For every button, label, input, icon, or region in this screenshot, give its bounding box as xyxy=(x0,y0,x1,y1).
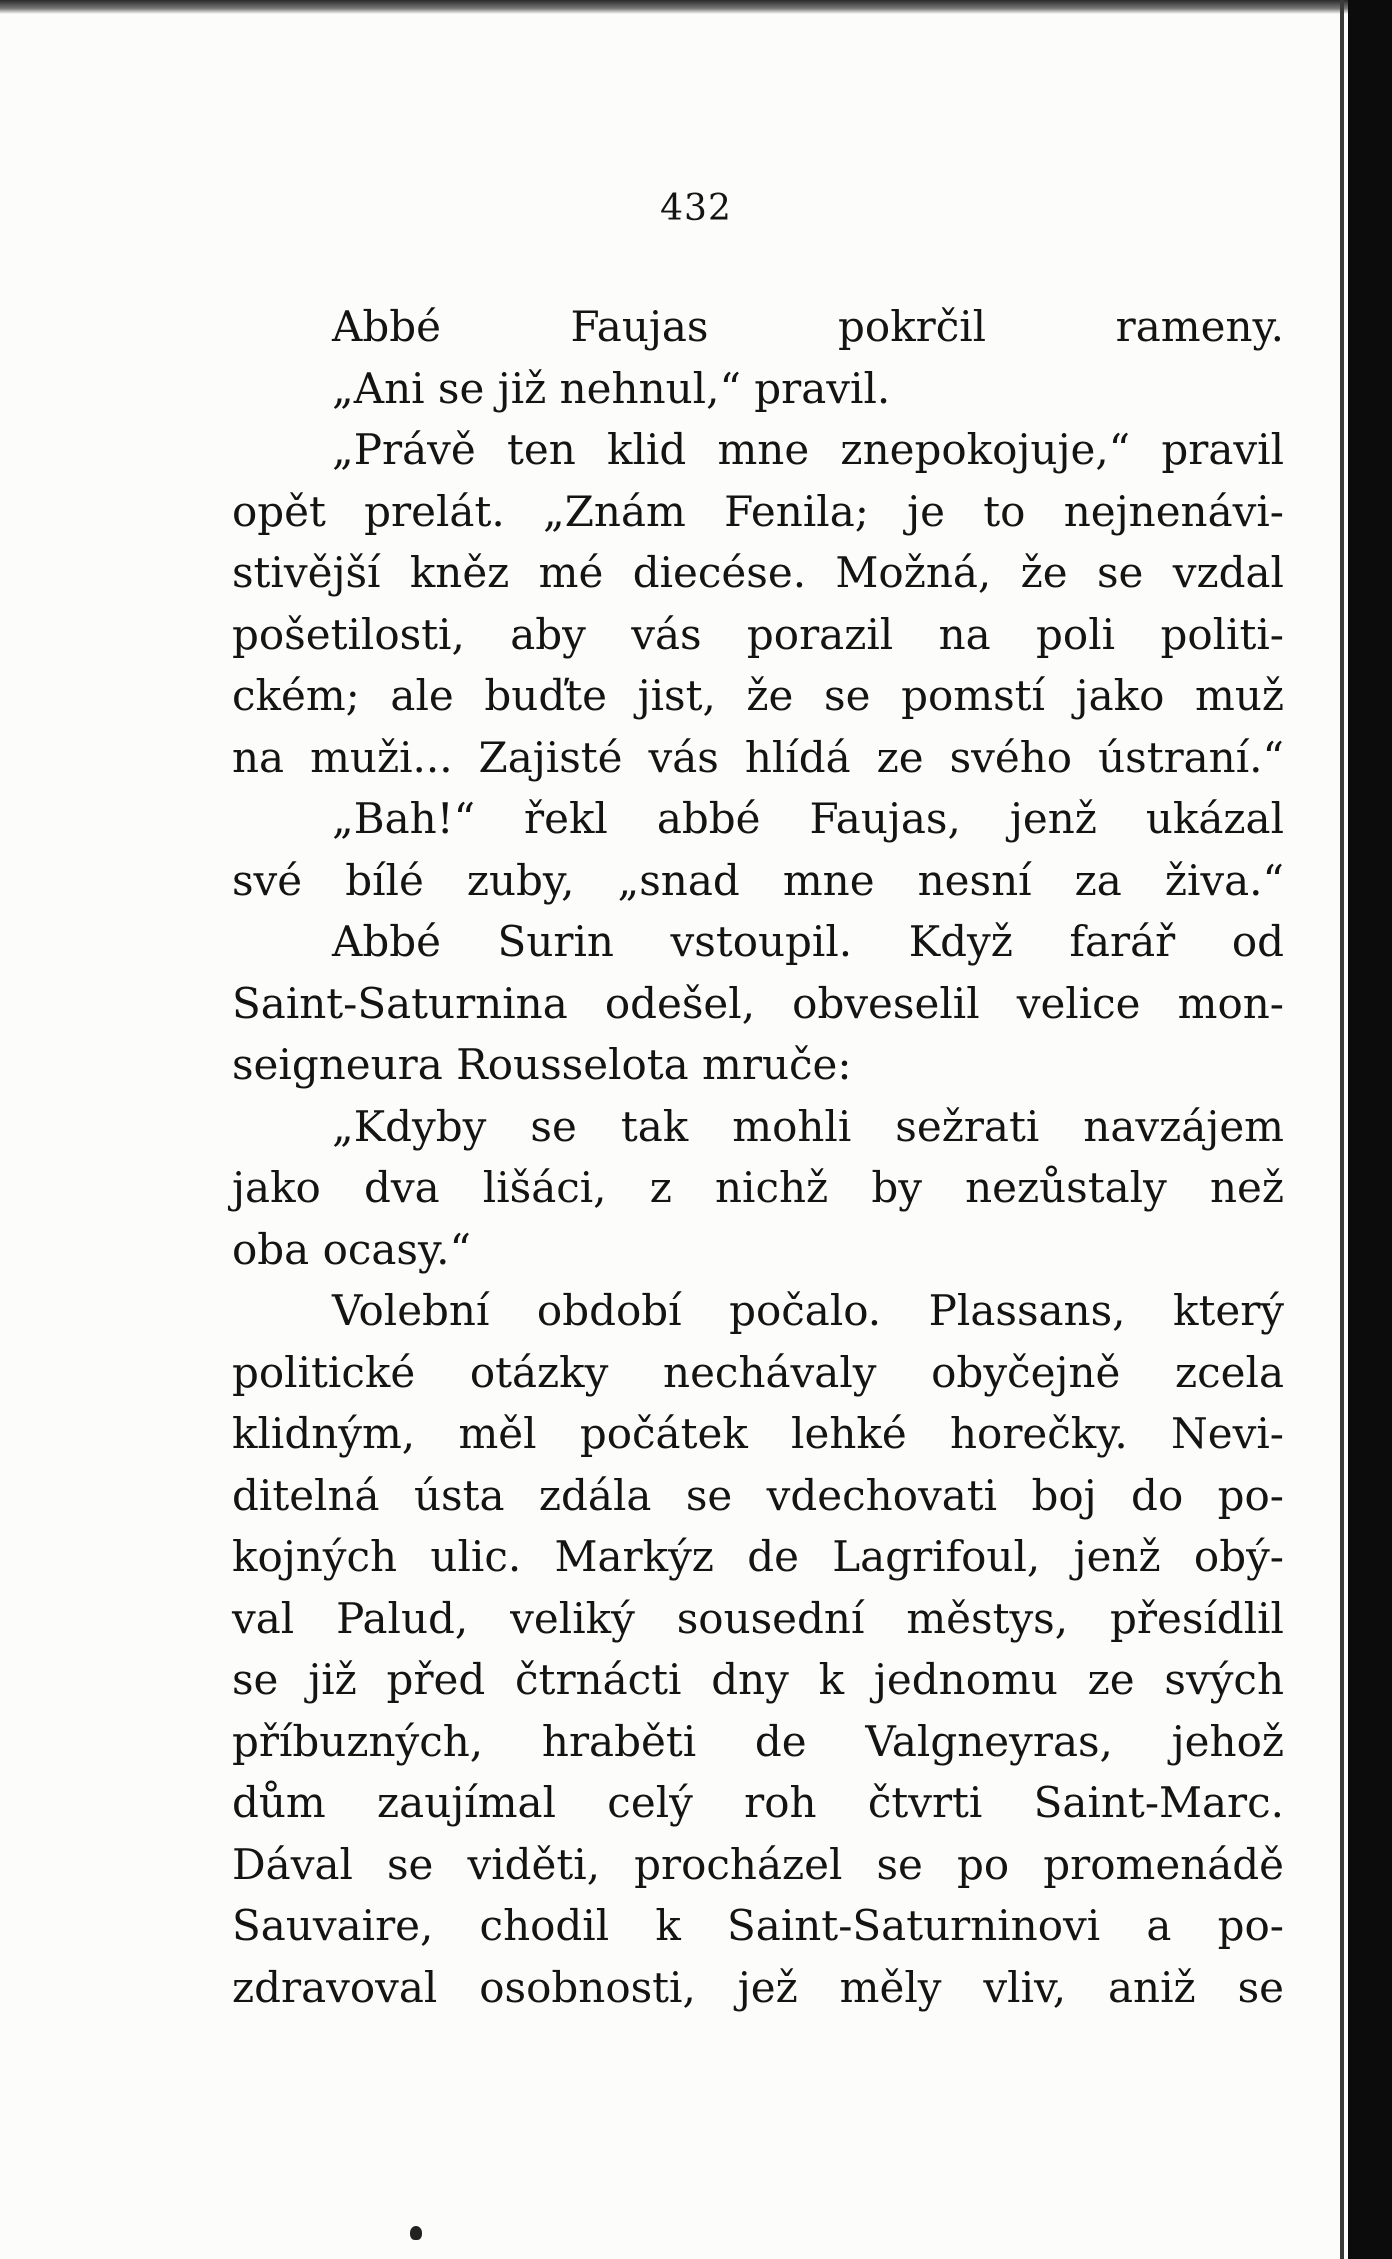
text-line: zdravoval osobnosti, jež měly vliv, aniž se xyxy=(232,1962,1284,2012)
text-line: seigneura Rousselota mruče: xyxy=(232,1040,852,1089)
text-line: Sauvaire, chodil k Saint-Saturninovi a po- xyxy=(232,1901,1284,1950)
text-line: stivější kněz mé diecése. Možná, že se vzdal xyxy=(232,548,1284,597)
text-line: „Kdyby se tak mohli sežrati navzájem xyxy=(332,1101,1284,1151)
text-line: Saint-Saturnina odešel, obveselil velice mon- xyxy=(232,978,1284,1028)
text-line: Dával se viděti, procházel se po promenádě xyxy=(232,1839,1284,1889)
text-line: klidným, měl počátek lehké horečky. Nevi- xyxy=(232,1409,1284,1458)
page-top-edge xyxy=(0,0,1392,14)
text-line: ckém; ale buďte jist, že se pomstí jako muž xyxy=(232,671,1284,720)
text-line: pošetilosti, aby vás porazil na poli politi- xyxy=(232,609,1284,659)
text-line: kojných ulic. Markýz de Lagrifoul, jenž obý- xyxy=(232,1532,1284,1581)
text-line: „Ani se již nehnul,“ pravil. xyxy=(332,363,891,413)
text-line: val Palud, veliký sousední městys, přesídlil xyxy=(232,1593,1284,1643)
ink-speck xyxy=(410,2226,422,2240)
text-line: se již před čtrnácti dny k jednomu ze svých xyxy=(232,1655,1284,1704)
text-line: politické otázky nechávaly obyčejně zcela xyxy=(232,1347,1284,1397)
page-right-edge xyxy=(1348,0,1392,2259)
text-line: „Bah!“ řekl abbé Faujas, jenž ukázal xyxy=(332,794,1284,843)
text-line: jako dva lišáci, z nichž by nezůstaly než xyxy=(232,1163,1284,1212)
text-line: své bílé zuby, „snad mne nesní za živa.“ xyxy=(232,855,1284,905)
text-line: oba ocasy.“ xyxy=(232,1224,471,1274)
text-line: Abbé Surin vstoupil. Když farář od xyxy=(332,917,1284,966)
text-line: na muži... Zajisté vás hlídá ze svého ústraní.“ xyxy=(232,732,1284,782)
body-text xyxy=(232,296,1284,2018)
text-line: ditelná ústa zdála se vdechovati boj do po- xyxy=(232,1470,1284,1520)
page-gutter-line xyxy=(1340,0,1344,2259)
page-number: 432 xyxy=(660,188,732,229)
text-line: opět prelát. „Znám Fenila; je to nejnenávi- xyxy=(232,486,1284,536)
text-line: Volební období počalo. Plassans, který xyxy=(332,1286,1284,1335)
text-line: Abbé Faujas pokrčil rameny. xyxy=(332,302,1284,351)
text-line: dům zaujímal celý roh čtvrti Saint-Marc. xyxy=(232,1778,1284,1827)
text-line: příbuzných, hraběti de Valgneyras, jehož xyxy=(232,1716,1284,1766)
text-line: „Právě ten klid mne znepokojuje,“ pravil xyxy=(332,425,1284,474)
